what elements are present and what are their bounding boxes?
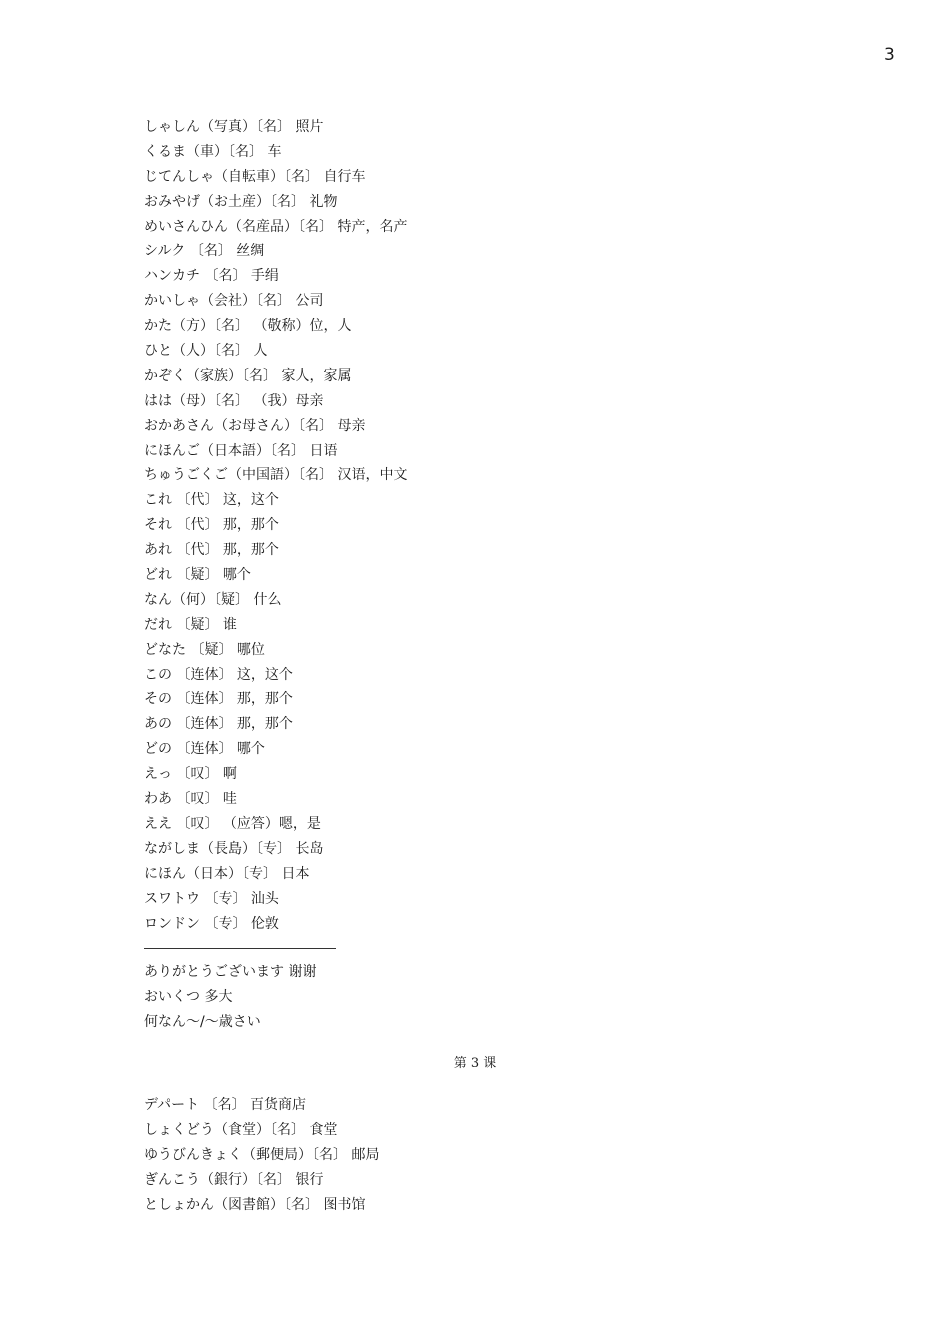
vocab-entry: おかあさん（お母さん）〔名〕 母亲 — [144, 417, 366, 434]
lesson-3-heading: 第 3 课 — [453, 1056, 497, 1072]
vocab-entry: くるま（車）〔名〕 车 — [144, 143, 282, 160]
vocab-entry: どの 〔连体〕 哪个 — [144, 741, 265, 758]
vocab-entry: かいしゃ（会社）〔名〕 公司 — [144, 293, 324, 310]
vocab-entry: これ 〔代〕 这，这个 — [144, 492, 279, 509]
vocab-entry: ええ 〔叹〕 （应答）嗯，是 — [144, 815, 321, 832]
vocab-entry: だれ 〔疑〕 谁 — [144, 616, 237, 633]
vocab-entry: しゃしん（写真）〔名〕 照片 — [144, 119, 324, 135]
vocab-entry: ながしま（長島）〔专〕 长岛 — [144, 840, 324, 857]
lesson-2-phrase-list — [144, 960, 844, 1035]
vocab-entry: にほん（日本）〔专〕 日本 — [144, 865, 310, 882]
vocab-entry: なん（何）〔疑〕 什么 — [144, 591, 282, 608]
vocab-entry: にほんご（日本語）〔名〕 日语 — [144, 442, 338, 459]
vocab-entry: デパート 〔名〕 百货商店 — [144, 1097, 307, 1114]
phrase-entry: ありがとうございます 谢谢 — [144, 964, 317, 981]
vocab-entry: としょかん（図書館）〔名〕 图书馆 — [144, 1196, 366, 1213]
vocab-entry: ハンカチ 〔名〕 手绢 — [144, 268, 279, 285]
phrase-entry: おいくつ 多大 — [144, 989, 233, 1006]
vocab-entry: あれ 〔代〕 那，那个 — [144, 542, 279, 559]
vocab-entry: かた（方）〔名〕 （敬称）位，人 — [144, 318, 352, 335]
vocab-entry: ひと（人）〔名〕 人 — [144, 343, 268, 360]
vocab-entry: はは（母）〔名〕 （我）母亲 — [144, 392, 324, 409]
vocab-entry: どれ 〔疑〕 哪个 — [144, 567, 251, 584]
page-number: 3 — [884, 45, 895, 65]
vocab-entry: わあ 〔叹〕 哇 — [144, 791, 237, 808]
phrase-entry: 何なん～/～歳さい — [144, 1014, 261, 1031]
vocab-entry: ちゅうごくご（中国語）〔名〕 汉语，中文 — [144, 467, 408, 484]
lesson-3-word-list — [144, 1093, 844, 1217]
vocab-entry: あの 〔连体〕 那，那个 — [144, 716, 293, 733]
vocab-entry: スワトウ 〔专〕 汕头 — [144, 890, 279, 907]
vocab-entry: じてんしゃ（自転車）〔名〕 自行车 — [144, 168, 366, 185]
vocab-entry: しょくどう（食堂）〔名〕 食堂 — [144, 1121, 338, 1138]
vocab-entry: かぞく（家族）〔名〕 家人，家属 — [144, 367, 352, 384]
vocab-entry: ゆうびんきょく（郵便局）〔名〕 邮局 — [144, 1146, 380, 1163]
vocab-entry: えっ 〔叹〕 啊 — [144, 766, 237, 783]
divider-line — [144, 948, 336, 949]
vocab-entry: おみやげ（お土産）〔名〕 礼物 — [144, 193, 338, 210]
vocab-entry: ロンドン 〔专〕 伦敦 — [144, 915, 279, 932]
vocab-entry: それ 〔代〕 那，那个 — [144, 517, 279, 534]
vocab-entry: どなた 〔疑〕 哪位 — [144, 641, 265, 658]
vocab-entry: この 〔连体〕 这，这个 — [144, 666, 293, 683]
vocab-entry: めいさんひん（名産品）〔名〕 特产，名产 — [144, 218, 408, 235]
lesson-2-word-list — [144, 115, 844, 936]
vocab-entry: シルク 〔名〕 丝绸 — [144, 243, 265, 260]
vocab-entry: その 〔连体〕 那，那个 — [144, 691, 293, 708]
vocabulary-list — [144, 115, 844, 1218]
vocab-entry: ぎんこう（銀行）〔名〕 银行 — [144, 1171, 324, 1188]
